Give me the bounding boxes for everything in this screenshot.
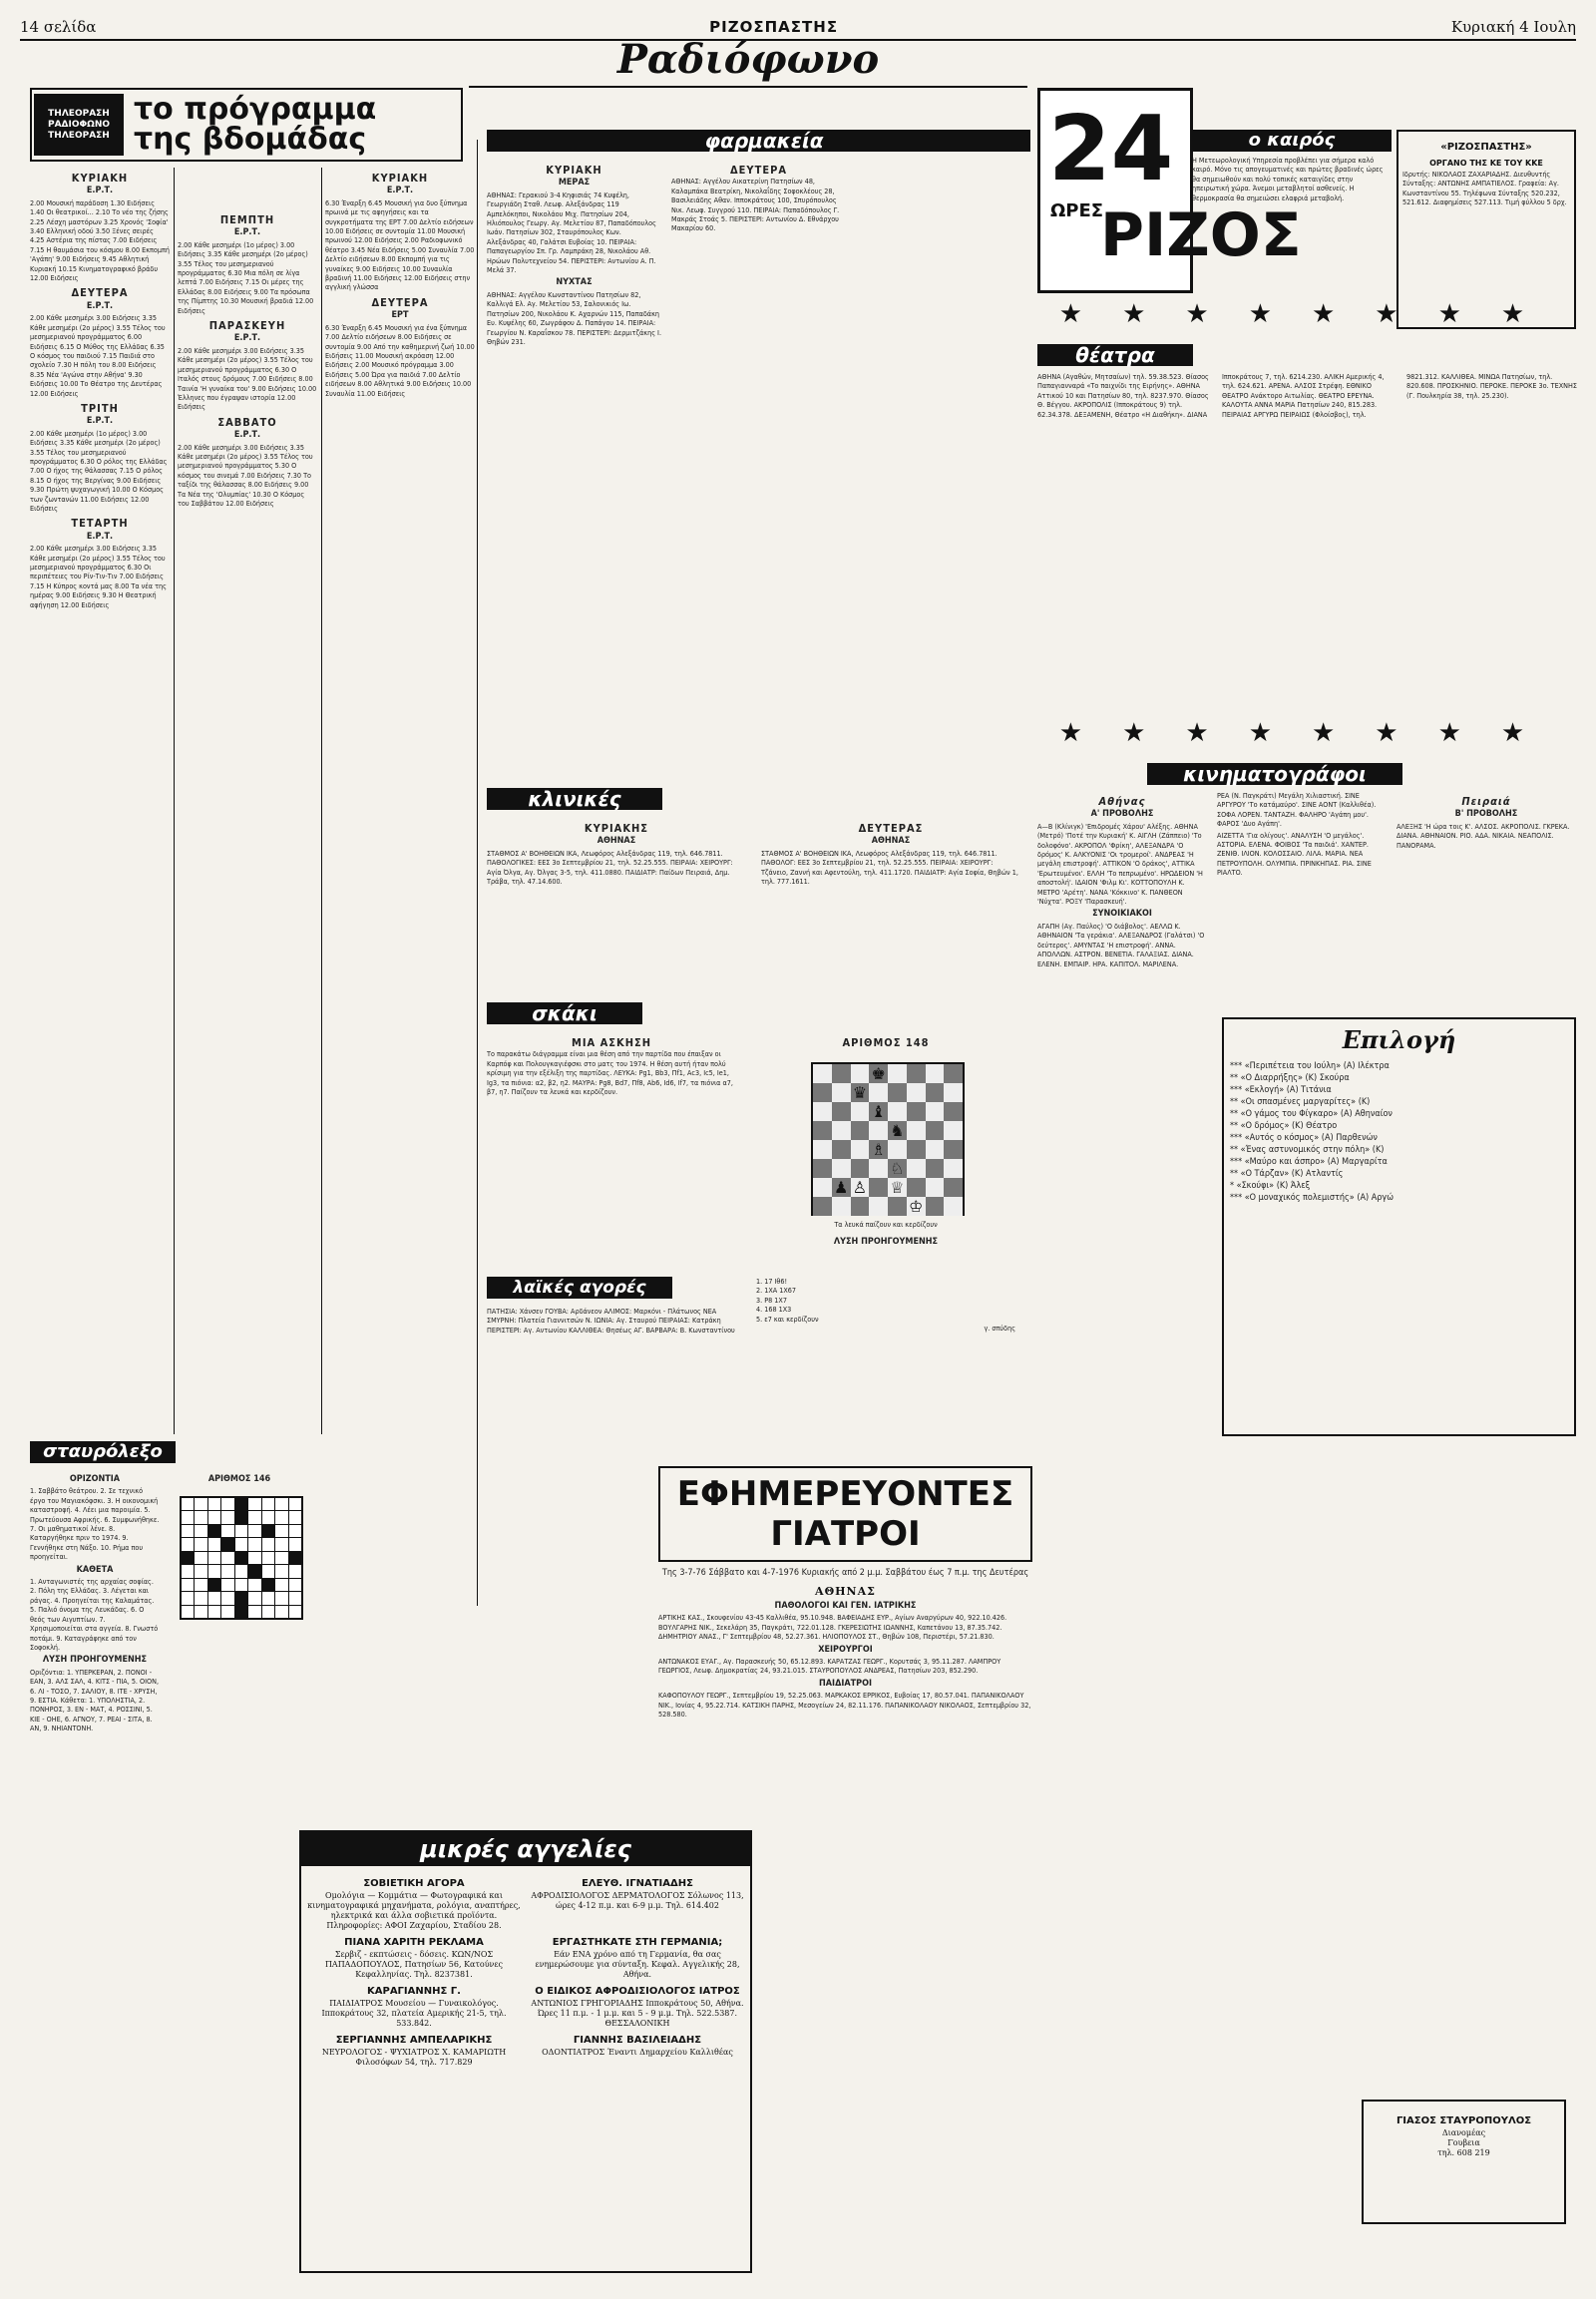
chess-square [888,1064,907,1083]
chess-square [926,1178,945,1197]
crossword-cell [208,1565,220,1577]
chess-square [851,1064,870,1083]
tv-schedule-col-1: ΚΥΡΙΑΚΗ Ε.Ρ.Τ. 2.00 Μουσική παράδοση 1.30 Ειδήσεις 1.40 Οι θεατρικοί... 2.10 Το νέο της ζήσης 2.25 Λέσχη μαστόρων 3.25 Χρονός 'Σοφία' 3.40 Ελληνική οδού 3.50 Ξένες σειρές 4.25 Αστέρια της πίστας 7.00 Ειδήσεις 7.15 Η θαυμάσια του κόσμου 8.00 Εκπομπή 'Αγάπη' 9.00 Ειδήσεις 9.45 Αθλητική Κυριακή 10.15 Κινηματογραφικό βράδυ 12.00 Ειδήσεις ΔΕΥΤΕΡΑ Ε.Ρ.Τ. 2.00 Κάθε μεσημέρι 3.00 Ειδήσεις 3.35 Κάθε μεσημέρι (2ο μέρος) 3.55 Τέλος του μεσημεριανού προγράμματος 6.00 Ειδήσεις 6.15 Ο Μύθος της Ελλάδας 6.35 Ο κόσμος του παιδιού 7.15 Παιδιά στο σχολείο 7.30 Η πόλη του 8.00 Ειδήσεις 8.35 Νέα 'Αγώνα στην Αθήνα' 9.30 Ειδήσεις 10.00 Το Θέατρο της Δευτέρας 12.00 Ειδήσεις ΤΡΙΤΗ Ε.Ρ.Τ. 2.00 Κάθε μεσημέρι (1ο μέρος) 3.00 Ειδήσεις 3.35 Κάθε μεσημέρι (2ο μέρος) 3.55 Τέλος του μεσημεριανού προγράμματος 6.30 Ο ρόλος της Ελλάδας 7.00 Ο ήχος της θάλασσας 7.15 Ο ρόλος 8.15 Ο ήχος της Βεργίνας 9.00 Ειδήσεις 9.30 Πρώτη ψυχαγωγική 10.00 Ο Κόσμος των ζωντανών 11.00 Ειδήσεις 12.00 Ειδήσεις ΤΕΤΑΡΤΗ Ε.Ρ.Τ. 2.00 Κάθε μεσημέρι 3.00 Ειδήσεις 3.35 Κάθε μεσημέρι (2ο μέρος) 3.55 Τέλος του μεσημεριανού προγράμματος 6.30 Οι περιπέτειες του Ρίν-Τιν-Τιν 7.00 Ειδήσεις 7.15 Η Κύπρος κοντά μας 8.00 Τα νέα της ημέρας 9.00 Ειδήσεις 9.30 Η Θεατρική αφήγηση 12.00 Ειδήσεις [30,172,170,609]
crossword-cell [195,1511,206,1523]
chess-square [851,1140,870,1159]
program-title-line2: της βδομάδας [134,122,367,157]
pick-item: ** «Ο Διαρρήξης» (Κ) Σκούρα [1230,1073,1350,1083]
crossword-cell [262,1538,274,1550]
chess-square [907,1102,926,1121]
chess-square [832,1064,851,1083]
picks-box [1222,1017,1576,1436]
chess-square [832,1121,851,1140]
markets-text: ΠΑΤΗΣΙΑ: Χάνσεν ΓΟΥΒΑ: Αρδάνεον ΑΛΙΜΟΣ: Μαρκόνι - Πλάτωνος ΝΕΑ ΣΜΥΡΝΗ: Πλατεία Γιαννιτσών Ν. ΙΩΝΙΑ: Αγ. Σταυρού ΠΕΙΡΑΙΑΣ: Κατράκη ΠΕΡΙΣΤΕΡΙ: Αγ. Αντωνίου ΚΑΛΛΙΘΕΑ: Θησέως ΑΓ. ΒΑΡΒΑΡΑ: Β. Κωνσταντίνου [487,1307,735,1335]
pick-item: ** «Ο δρόμος» (Κ) Θέατρο [1230,1121,1338,1131]
pharmacy-section: φαρμακεία ΚΥΡΙΑΚΗ ΜΕΡΑΣ ΑΘΗΝΑΣ: Γερακιού 3-4 Κηφισιάς 74 Κυψέλη, Γεωργιάδη Σταθ. Λεωφ. Αλεξάνδρας 119 Αμπελόκηποι, Νικολάου Μιχ. Πατησίων 204, Ηλιόπουλος Γεωργ. Αγ. Μελετίου 87, Παπαδόπουλος Ιωάν. Πατησίων 302, Σταυρόπουλος Κων. Αλεξάνδρας 40, Γαλάτσι Ευβοίας 10. ΠΕΙΡΑΙΑ: Παπαγεωργίου Σπ. Γρ. Λαμπράκη 28, Νικολάου Αθ. Ηρώων Πολυτεχνείου 54. ΠΕΡΙΣΤΕΡΙ: Αντωνίου Α. Π. Μελά 37. ΝΥΧΤΑΣ ΑΘΗΝΑΣ: Αγγέλου Κωνσταντίνου Πατησίων 82, Καλλιγά Ελ. Αγ. Μελετίου 53, Σαλονικιός Ιω. Πατησίων 200, Νικολάου Κ. Αχαρνών 115, Παπαδάκη Ευ. Κυψέλης 60, Ζωγράφου Δ. Παπάγου 14. ΠΕΙΡΑΙΑ: Γεωργίου Ν. Καραΐσκου 78. ΠΕΡΙΣΤΕΡΙ: Δερμιτζάκης Ι. Θηβών 231. ΔΕΥΤΕΡΑ ΑΘΗΝΑΣ: Αγγέλου Αικατερίνη Πατησίων 48, Καλαμπάκα Βεατρίκη, Νικολαΐδης Σοφοκλέους 28, Βασιλειάδης Αθαν. Ιπποκράτους 100, Σπυρόπουλος Νικ. Λεωφ. Συγγρού 110. ΠΕΙΡΑΙΑ: Παπαδόπουλος Γ. Μακράς Στοάς 5. ΠΕΡΙΣΤΕΡΙ: Αντωνίου Δ. Εθνάρχου Μακαρίου 60. [487,130,1030,788]
chess-square [813,1159,832,1178]
chess-square: ♚ [869,1064,888,1083]
crossword-cell [275,1606,287,1618]
chess-square [888,1083,907,1102]
crossword-cell [262,1592,274,1604]
crossword-cell [275,1538,287,1550]
crossword-cell [248,1538,260,1550]
crossword-cell [289,1538,301,1550]
clinics-title: κλινικές [487,788,662,810]
crossword-cell [262,1565,274,1577]
crossword-cell [289,1552,301,1564]
crossword-cell [248,1579,260,1591]
weather-title: ο καιρός [1192,130,1392,152]
crossword-cell [182,1606,194,1618]
crossword-cell [262,1606,274,1618]
chess-square: ♔ [907,1197,926,1216]
tv-program-title [30,88,463,162]
theatre-title: θέατρα [1037,344,1193,366]
masthead-box: «ΡΙΖΟΣΠΑΣΤΗΣ» ΟΡΓΑΝΟ ΤΗΣ ΚΕ ΤΟΥ ΚΚΕ Ιδρυτής: ΝΙΚΟΛΑΟΣ ΖΑΧΑΡΙΑΔΗΣ. Διευθυντής Σύνταξης: ΑΝΤΩΝΗΣ ΑΜΠΑΤΙΕΛΟΣ. Γραφεία: Αγ. Κωνσταντίνου 55. Τηλέφωνα Σύνταξης 520.232, 521.612. Διαφημίσεις 527.113. Τιμή φύλλου 5 δρχ. [1396,130,1576,329]
crossword-cell [248,1511,260,1523]
chess-square [851,1197,870,1216]
program-title-line1: το πρόγραμμα [134,92,377,127]
classified-item: ΕΛΕΥΘ. ΙΓΝΑΤΙΑΔΗΣ ΑΦΡΟΔΙΣΙΟΛΟΓΟΣ ΔΕΡΜΑΤΟΛΟΓΟΣ Σόλωνος 113, ώρες 4-12 π.μ. και 6-9 μ.μ. Τηλ. 614.402 [531,1878,744,1910]
crossword-cell [235,1606,247,1618]
crossword-cell [262,1552,274,1564]
chess-square [907,1140,926,1159]
picks-title: Επιλογή [1342,1025,1456,1054]
chess-square [832,1159,851,1178]
radio-schedule: ΚΥΡΙΑΚΗ Ε.Ρ.Τ. 6.30 Έναρξη 6.45 Μουσική για δυο ξύπνημα πρωινά με τις αφηγήσεις και τα συγκροτήματα της ΕΡΤ 7.00 Δελτίο ειδήσεων 10.00 Ειδήσεις σε συντομία 11.00 Μουσική πρωινού 12.00 Ειδήσεις 2.00 Ραδιοφωνικό θέατρο 3.45 Νέα Ειδήσεις 5.00 Συναυλία 7.00 Δελτίο ειδήσεων 8.00 Εκπομπή για τις γυναίκες 9.00 Ειδήσεις 10.00 Συναυλία βραδινή 11.00 Ειδήσεις 12.00 Ειδήσεις στην αγγλική γλώσσα ΔΕΥΤΕΡΑ ΕΡΤ 6.30 Έναρξη 6.45 Μουσική για ένα ξύπνημα 7.00 Δελτίο ειδήσεων 8.00 Ειδήσεις σε συντομία 9.00 Από την καθημερινή ζωή 10.00 Ειδήσεις 11.00 Μουσική ακρόαση 12.00 Ειδήσεις 2.00 Μουσικό πρόγραμμα 3.00 Ειδήσεις 5.00 Ώρα για παιδιά 7.00 Δελτίο ειδήσεων 8.00 Αθλητικά 9.00 Ειδήσεις 10.00 Συναυλία 11.00 Ειδήσεις [325,172,475,398]
chess-square: ♙ [851,1178,870,1197]
page-number: 14 σελίδα [20,18,97,36]
classified-item: ΣΕΡΓΙΑΝΝΗΣ ΑΜΠΕΛΑΡΙΚΗΣ ΝΕΥΡΟΛΟΓΟΣ - ΨΥΧΙΑΤΡΟΣ Χ. ΚΑΜΑΡΙΩΤΗ Φιλοσόφων 54, τηλ. 717.829 [321,2035,507,2067]
crossword-cell [289,1565,301,1577]
crossword-cell [208,1606,220,1618]
crossword-title: σταυρόλεξο [30,1441,176,1463]
crossword-cell [262,1498,274,1510]
classified-item: ΓΙΑΝΝΗΣ ΒΑΣΙΛΕΙΑΔΗΣ ΟΔΟΝΤΙΑΤΡΟΣ Έναντι Δημαρχείου Καλλιθέας [542,2035,733,2057]
chess-square [869,1121,888,1140]
pick-item: ** «Ο γάμος του Φίγκαρο» (Α) Αθηναίον [1230,1109,1393,1119]
crossword-cell [208,1538,220,1550]
classified-item: ΚΑΡΑΓΙΑΝΝΗΣ Γ. ΠΑΙΔΙΑΤΡΟΣ Μουσείου — Γυναικολόγος. Ιπποκράτους 32, πλατεία Αμερικής 21-5, τηλ. 533.842. [321,1986,507,2028]
crossword-cell [248,1498,260,1510]
pick-item: *** «Ο μοναχικός πολεμιστής» (Α) Αργώ [1230,1193,1395,1203]
classifieds-title: μικρές αγγελίες [301,1832,750,1866]
crossword-cell [221,1592,233,1604]
chess-square [944,1140,963,1159]
chess-square [869,1197,888,1216]
crossword-number: ΑΡΙΘΜΟΣ 146 [207,1474,271,1484]
crossword-cell [195,1538,206,1550]
crossword-cell [208,1511,220,1523]
crossword-cell [275,1565,287,1577]
crossword-cell [289,1592,301,1604]
chess-square: ♞ [888,1121,907,1140]
chess-solution: 1. 17 Ιθ6! 2. 1ΧΑ 1Χ67 3. Ρ8 1Χ7 4. 168 1Χ3 5. ε7 και κερδίζουν γ. σπύδης [756,1277,1015,1334]
crossword-cell [235,1538,247,1550]
classified-item: Ο ΕΙΔΙΚΟΣ ΑΦΡΟΔΙΣΙΟΛΟΓΟΣ ΙΑΤΡΟΣ ΑΝΤΩΝΙΟΣ ΓΡΗΓΟΡΙΑΔΗΣ Ιπποκράτους 50, Αθήνα. Ώρες 11 π.μ. - 1 μ.μ. και 5 - 9 μ.μ. Τηλ. 522.5387. ΘΕΣΣΑΛΟΝΙΚΗ [531,1986,744,2028]
crossword-cell [235,1565,247,1577]
doctors-title: ΕΦΗΜΕΡΕΥΟΝΤΕΣ ΓΙΑΤΡΟΙ [658,1466,1032,1562]
crossword-cell [195,1592,206,1604]
classified-item: ΠΙΑΝΑ ΧΑΡΙΤΗ ΡΕΚΛΑΜΑ Σερβιζ - εκπτώσεις - δόσεις. ΚΩΝ/ΝΟΣ ΠΑΠΑΔΟΠΟΥΛΟΣ, Πατησίων 56, Κατούνες Κεφαλληνίας. Τηλ. 8237381. [324,1937,504,1979]
crossword-cell [182,1565,194,1577]
pick-item: ** «Ένας αστυνομικός στην πόλη» (Κ) [1230,1145,1385,1155]
crossword-cell [248,1606,260,1618]
chess-square: ♕ [888,1178,907,1197]
pharmacy-title: φαρμακεία [487,130,1030,152]
chess-square: ♗ [869,1140,888,1159]
crossword-cell [235,1552,247,1564]
crossword-cell [221,1538,233,1550]
theatre-section: θέατρα ΑΘΗΝΑ (Αγαθών, Μητσαίων) τηλ. 59.38.523. Θίασος Παπαγιανναρά «Το παιχνίδι της Ειρήνης». ΑΘΗΝΑ Αττικού 10 και Πατησίων 80, τηλ. 8237.970. Θίασος Θ. Βέγγου. ΑΚΡΟΠΟΛΙΣ (Ιπποκράτους 9) τηλ. 62.34.378. ΔΕΞΑΜΕΝΗ, Θέατρο «Η Διαθήκη». ΔΙΑΝΑ Ιπποκράτους 7, τηλ. 6214.230. ΑΛΙΚΗ Αμερικής 4, τηλ. 624.621. ΑΡΕΝΑ. ΑΛΣΟΣ Στρέφη. ΕΘΝΙΚΟ ΘΕΑΤΡΟ Ανάκτορο Αιτωλίας. ΘΕΑΤΡΟ ΕΡΕΥΝΑ. ΚΑΛΟΥΤΑ ΑΝΝΑ ΜΑΡΙΑ Πατησίων 240, 815.283. ΠΕΙΡΑΙΑΣ ΑΡΓΥΡΩ ΠΕΙΡΑΙΩΣ (Φλοίσβος), τηλ. 9821.312. ΚΑΛΛΙΘΕΑ. ΜΙΝΩΑ Πατησίων, τηλ. 820.608. ΠΡΟΣΚΗΝΙΟ. ΠΕΡΟΚΕ. ΠΕΡΟΚΕ 3ο. ΤΕΧΝΗΣ (Γ. Πουλκηρία 38, τηλ. 25.230). [1037,344,1577,419]
crossword-cell [262,1511,274,1523]
chess-square [813,1064,832,1083]
crossword-cell [195,1579,206,1591]
crossword-cell [235,1592,247,1604]
chess-square [813,1121,832,1140]
crossword-cell [195,1552,206,1564]
cinema-section: κινηματογράφοι Αθήνας Α' ΠΡΟΒΟΛΗΣ Α—Β (Κλίνιγκ) 'Επιδρομές Χάρου' Αλέξης. ΑΘΗΝΑ (Μετρό) 'Ποτέ την Κυριακή' Κ. ΑΙΓΛΗ (Ζάππειο) 'Το δολοφόνο'. ΑΚΡΟΠΟΛ 'Φρίκη', ΑΛΕΞΑΝΔΡΑ 'Ο δρόμος' Κ. ΑΛΚΥΟΝΙΣ 'Οι τρομεροί'. ΑΝΔΡΕΑΣ 'Η μεγάλη επιστροφή'. ΑΤΤΙΚΟΝ 'Ο δράκος', ΑΤΤΙΚΑ 'Ερωτευμένοι'. ΕΛΛΗ 'Το πεπρωμένο'. ΗΡΩΔΕΙΟΝ 'Η αποστολή'. ΙΔΑΙΟΝ 'Φιλμ Κι'. ΚΟΤΤΟΠΟΥΛΗ Κ. ΜΕΤΡΟ 'Αρέτη'. ΝΑΝΑ 'Κόκκινο' Κ. ΠΑΝΘΕΟΝ 'Νύχτα'. ΡΟΞΥ 'Παρασκευή'. ΣΥΝΟΙΚΙΑΚΟΙ ΑΓΑΠΗ (Αγ. Παύλος) 'Ο διάβολος'. ΑΕΛΛΩ Κ. ΑΘΗΝΑΙΟΝ 'Τα γεράκια'. ΑΛΕΞΑΝΔΡΟΣ (Γαλάτσι) 'Ο δεύτερος'. ΑΜΥΝΤΑΣ 'Η επιστροφή'. ΑΝΝΑ. ΑΠΟΛΛΩΝ. ΑΣΤΡΟΝ. ΒΕΝΕΤΙΑ. ΓΑΛΑΞΙΑΣ. ΔΙΑΝΑ. ΕΛΕΝΗ. ΕΜΠΑΙΡ. ΗΡΑ. ΚΑΠΙΤΟΛ. ΜΑΡΙΛΕΝΑ. ΡΕΑ (Ν. Παγκράτι) Μεγάλη Χιλιαστική. ΣΙΝΕ ΑΡΓΥΡΟΥ 'Το κατάμαύρο'. ΣΙΝΕ ΑΟΝΤ (Καλλιθέα). ΣΟΦΑ ΛΟΡΕΝ. ΤΑΝΤΑΖΗ. ΦΑΛΗΡΟ 'Αγάπη μου'. ΦΑΡΟΣ 'Δυο Αγάπη'. ΑΙΖΕΤΤΑ 'Για ολίγους'. ΑΝΑΛΥΣΗ 'Ο μεγάλος'. ΑΣΤΟΡΙΑ. ΕΛΕΝΑ. ΦΟΙΒΟΣ 'Τα παιδιά'. ΧΑΝΤΕΡ. ΖΕΝΙΘ. ΙΛΙΟΝ. ΚΟΛΟΣΣΑΙΟ. ΛΙΛΑ. ΜΑΡΙΑ. ΝΕΑ ΠΕΤΡΟΥΠΟΛΗ. ΟΛΥΜΠΙΑ. ΠΡΙΝΚΗΠΑΣ. ΡΙΑ. ΣΙΝΕ ΡΙΑΛΤΟ. Πειραιά Β' ΠΡΟΒΟΛΗΣ ΑΛΕΞΗΣ 'Η ώρα τοις Κ'. ΑΛΣΟΣ. ΑΚΡΟΠΟΛΙΣ. ΓΚΡΕΚΑ. ΔΙΑΝΑ. ΑΘΗΝΑΙΟΝ. ΡΙΟ. ΑΔΑ. ΝΙΚΑΙΑ. ΝΕΑΠΟΛΙΣ. ΠΑΝΟΡΑΜΑ. [1037,763,1570,968]
classified-item: ΣΟΒΙΕΤΙΚΗ ΑΓΟΡΑ Ομολόγια — Κομμάτια — Φωτογραφικά και κινηματογραφικά μηχανήματα, ρολόγια, αναπτήρες, ηλεκτρικά και άλλα σοβιετικά προϊόντα. Πληροφορίες: ΑΦΟΙ Ζαχαρίου, Σταδίου 28. [307,1878,521,1930]
chess-caption: Τα λευκά παίζουν και κερδίζουν [834,1220,938,1229]
chess-section: σκάκι ΜΙΑ ΑΣΚΗΣΗ Το παρακάτω διάγραμμα είναι μια θέση από την παρτίδα που έπαιξαν οι Καρπόφ και Πολουγκαγιέφσκι στο ματς του 1974. Η θέση αυτή ήταν πολύ κρίσιμη για την εξέλιξη της παρτίδας. ΛΕΥΚΑ: Ρg1, Βb3, Πf1, Αc3, Ιc5, Ιe1, Ιg3, τα πιόνια: α2, β2, η2. ΜΑΥΡΑ: Ρg8, Βd7, Πf8, Αb6, Ιd6, Ιf7, τα πιόνια α7, β7, η7. Παίζουν τα λευκά και κερδίζουν. ΑΡΙΘΜΟΣ 148 ♚ ♛ ♝ ♞ ♗ ♘ ♟ ♙ ♕ ♔ Τα λευκά παίζουν και κερδίζουν ΛΥΣΗ ΠΡΟΗΓΟΥΜΕΝΗΣ [487,1002,1030,1277]
chess-square [869,1159,888,1178]
crossword-cell [195,1606,206,1618]
crossword-cell [235,1498,247,1510]
crossword-cell [248,1525,260,1537]
cinema-title: κινηματογράφοι [1147,763,1402,785]
crossword-cell [182,1498,194,1510]
chess-square [813,1102,832,1121]
crossword-cell [182,1511,194,1523]
crossword-cell [221,1525,233,1537]
crossword-cell [289,1498,301,1510]
tv-schedule-col-2: ΠΕΜΠΤΗ Ε.Ρ.Τ. 2.00 Κάθε μεσημέρι (1ο μέρος) 3.00 Ειδήσεις 3.35 Κάθε μεσημέρι (2ο μέρος) 3.55 Τέλος του μεσημεριανού προγράμματος 6.30 Μια πόλη σε λίγα λεπτά 7.00 Ειδήσεις 7.15 Οι μέρες της Ελλάδας 8.00 Ειδήσεις 9.00 Τα πρόσωπα της Πίμπτης 10.30 Μουσική βραδιά 12.00 Ειδήσεις ΠΑΡΑΣΚΕΥΗ Ε.Ρ.Τ. 2.00 Κάθε μεσημέρι 3.00 Ειδήσεις 3.35 Κάθε μεσημέρι (2ο μέρος) 3.55 Τέλος του μεσημεριανού προγράμματος 6.30 Ο Ιταλός στους δρόμους 7.00 Ειδήσεις 8.00 Ταινία 'Η γυναίκα του' 9.00 Ειδήσεις 10.00 Έλληνες που έγραψαν ιστορία 12.00 Ειδήσεις ΣΑΒΒΑΤΟ Ε.Ρ.Τ. 2.00 Κάθε μεσημέρι 3.00 Ειδήσεις 3.35 Κάθε μεσημέρι (2ο μέρος) 3.55 Τέλος του μεσημεριανού προγράμματος 5.30 Ο κόσμος του σινεμά 7.00 Ειδήσεις 7.30 Το ταξίδι της θάλασσας 8.00 Ειδήσεις 9.00 Τα Νέα της 'Ολυμπίας' 10.30 Ο Κόσμος του Σαββάτου 12.00 Ειδήσεις [178,213,317,508]
pick-item: *** «Εκλογή» (Α) Τιτάνια [1230,1085,1332,1095]
crossword-cell [248,1592,260,1604]
chess-square: ♝ [869,1102,888,1121]
crossword-cell [195,1498,206,1510]
pick-item: ** «Ο Τάρζαν» (Κ) Ατλαντίς [1230,1169,1344,1179]
chess-square [944,1121,963,1140]
crossword-cell [182,1592,194,1604]
crossword-cell [195,1525,206,1537]
crossword-cell [289,1511,301,1523]
crossword-cell [275,1592,287,1604]
crossword-cell [208,1579,220,1591]
chess-square [926,1197,945,1216]
crossword-cell [182,1538,194,1550]
pick-item: *** «Μαύρο και άσπρο» (Α) Μαργαρίτα [1230,1157,1388,1167]
crossword-cell [289,1525,301,1537]
crossword-cell [182,1552,194,1564]
crossword-cell [208,1498,220,1510]
chess-square: ♟ [832,1178,851,1197]
chess-square [832,1140,851,1159]
crossword-cell [208,1592,220,1604]
chess-square [926,1102,945,1121]
pick-item: *** «Περιπέτεια του Ιούλη» (Α) Ιλέκτρα [1230,1061,1390,1071]
chess-square [851,1121,870,1140]
chess-square [944,1064,963,1083]
pick-item: ** «Οι σπασμένες μαργαρίτες» (Κ) [1230,1097,1371,1107]
crossword-cell [248,1552,260,1564]
crossword-cell [221,1579,233,1591]
crossword-cell [262,1579,274,1591]
chess-square [888,1197,907,1216]
chess-square [869,1178,888,1197]
pick-item: *** «Αυτός ο κόσμος» (Α) Παρθενών [1230,1133,1378,1143]
crossword-cell [275,1552,287,1564]
chess-square: ♘ [888,1159,907,1178]
crossword-cell [221,1565,233,1577]
chess-square [888,1140,907,1159]
chess-square [813,1140,832,1159]
crossword-cell [235,1579,247,1591]
crossword-cell [235,1511,247,1523]
picks-list [1230,1060,1568,1204]
chess-square [926,1083,945,1102]
crossword-cell [182,1525,194,1537]
bottom-ad: ΓΙΑΣΟΣ ΣΤΑΥΡΟΠΟΥΛΟΣ Διανομέας Γουβεια τηλ. 608 219 [1362,2100,1566,2224]
chess-square [851,1102,870,1121]
crossword-cell [235,1525,247,1537]
crossword-cell [275,1498,287,1510]
crossword-cell [221,1606,233,1618]
chess-square [907,1083,926,1102]
chess-square [944,1197,963,1216]
crossword-cell [208,1525,220,1537]
markets-title: λαϊκές αγορές [487,1277,672,1299]
crossword-cell [289,1579,301,1591]
chess-square [832,1197,851,1216]
crossword-cell [262,1525,274,1537]
chess-square: ♛ [851,1083,870,1102]
chess-square [926,1121,945,1140]
crossword-cell [289,1606,301,1618]
chess-square [944,1102,963,1121]
crossword-cell [275,1511,287,1523]
chess-square [832,1102,851,1121]
issue-date: Κυριακή 4 Ιουλη [1450,18,1576,36]
weather-section: ο καιρός Η Μετεωρολογική Υπηρεσία προβλέπει για σήμερα καλό καιρό. Μόνο τις απογευματινές και πρώτες βραδινές ώρες θα σημειωθούν και πολύ τοπικές καταιγίδες στην ηπειρωτική χώρα. Άνεμοι μεταβλητοί ασθενείς. Η θερμοκρασία θα σημειώσει ελαφριά μεταβολή. [1192,130,1392,369]
pick-item: * «Σκούφι» (Κ) Άλεξ [1230,1181,1311,1191]
chess-square [832,1083,851,1102]
chess-square [813,1197,832,1216]
clinics-section: κλινικές ΚΥΡΙΑΚΗΣ ΑΘΗΝΑΣ ΣΤΑΘΜΟΣ Α' ΒΟΗΘΕΙΩΝ ΙΚΑ, Λεωφόρος Αλεξάνδρας 119, τηλ. 646.7811. ΠΑΘΟΛΟΓΙΚΕΣ: ΕΕΣ 3ο Σεπτεμβρίου 21, τηλ. 52.25.555. ΠΕΙΡΑΙΑ: ΧΕΙΡΟΥΡΓ: Αγία Όλγα, Αγ. Όλγας 3-5, τηλ. 411.0880. ΠΑΙΔΙΑΤΡ: Παίδων Πειραιά, Δημ. Τράβα, τηλ. 47.14.600. ΔΕΥΤΕΡΑΣ ΑΘΗΝΑΣ ΣΤΑΘΜΟΣ Α' ΒΟΗΘΕΙΩΝ ΙΚΑ, Λεωφόρος Αλεξάνδρας 119, τηλ. 646.7811. ΠΑΘΟΛΟΓ: ΕΕΣ 3ο Σεπτεμβρίου 21, τηλ. 52.25.555. ΠΕΙΡΑΙΑ: ΧΕΙΡΟΥΡΓ: Τζάνειο, Ζαννή και Αφεντούλη, τηλ. 411.1720. ΠΑΙΔΙΑΤΡ: Αγία Σοφία, Θηβών 1, τηλ. 777.1611. [487,788,1018,887]
chess-square [944,1159,963,1178]
crossword-cell [195,1565,206,1577]
classified-item: ΕΡΓΑΣΤΗΚΑΤΕ ΣΤΗ ΓΕΡΜΑΝΙΑ; Εάν ΕΝΑ χρόνο από τη Γερμανία, θα σας ενημερώσουμε για σύνταξη. Κεφαλ. Αγγελικής 28, Αθήνα. [535,1937,740,1979]
chess-square [851,1159,870,1178]
tv-logo: ΤΗΛΕΟΡΑΣΗ ΡΑΔΙΟΦΩΝΟ ΤΗΛΕΟΡΑΣΗ [34,94,124,156]
chess-square [944,1178,963,1197]
crossword-cell [221,1552,233,1564]
crossword-cell [275,1579,287,1591]
crossword-cell [248,1565,260,1577]
crossword-cell [182,1579,194,1591]
crossword-grid [180,1496,303,1620]
crossword-cell [221,1511,233,1523]
crossword-section: σταυρόλεξο ΟΡΙΖΟΝΤΙΑ 1. Σαββάτο θεάτρου. 2. Σε τεχνικό έργο του Μαγιακόφσκι. 3. Η οικονομική καταστροφή. 4. Λέει μια παροιμία. 5. Πρωτεύουσα Αφρικής. 6. Συμφωνήθηκε. 7. Οι μαθηματικοί λένε. 8. Καταργήθηκε πριν το 1974. 9. Γεννήθηκε στη Νάξο. 10. Ρήμα που προηγείται. ΚΑΘΕΤΑ 1. Ανταγωνιστές της αρχαίας σοφίας. 2. Πόλη της Ελλάδας. 3. Λέγεται και ράγας. 4. Προηγείται της Καλαμάτας. 5. Παλιό όνομα της Λευκάδας. 6. Ο θεός των Αιγυπτίων. 7. Χρησιμοποιείται στα αγγεία. 8. Γνωστό ποτάμι. 9. Καταγράφηκε από τον Σοφοκλή. ΛΥΣΗ ΠΡΟΗΓΟΥΜΕΝΗΣ Οριζόντια: 1. ΥΠΕΡΚΕΡΑΝ, 2. ΠΟΝΟΙ - ΕΑΝ, 3. ΑΛΣ ΣΑΛ, 4. ΚΙΤΣ - ΠΙΑ, 5. ΟΙΟΝ, 6. ΛΙ - ΤΟΣΟ, 7. ΣΑΛΙΟΥ, 8. ΙΤΕ - ΧΡΥΣΗ, 9. ΕΣΤΙΑ. Κάθετα: 1. ΥΠΟΛΗΣΤΙΑ, 2. ΠΟΝΗΡΟΣ, 3. ΕΝ - ΜΑΤ, 4. ΡΟΣΣΙΝΙ, 5. ΚΙΕ - ΟΗΕ, 6. ΑΓΝΟΥ, 7. ΡΕΑΙ - ΣΙΤΑ, 8. ΑΝ, 9. ΝΗΙΑΝΤΟΝΗ. ΑΡΙΘΜΟΣ 146 [30,1441,319,2259]
section-title: Ραδιόφωνο [469,36,1027,88]
chess-square [926,1140,945,1159]
chess-square [869,1083,888,1102]
crossword-cell [221,1498,233,1510]
chess-square [907,1159,926,1178]
chess-square [813,1178,832,1197]
crossword-cell [208,1552,220,1564]
chess-square [888,1102,907,1121]
newspaper-name: ΡΙΖΟΣΠΑΣΤΗΣ [709,18,839,36]
markets-row [487,1277,1030,1461]
chess-board [811,1062,965,1216]
chess-square [926,1159,945,1178]
chess-square [926,1064,945,1083]
chess-square [907,1064,926,1083]
chess-square [944,1083,963,1102]
chess-square [813,1083,832,1102]
stars-row: ★★★★★★★★ [1058,299,1565,329]
crossword-cell [275,1525,287,1537]
chess-title: σκάκι [487,1002,642,1024]
chess-square [907,1178,926,1197]
doctors-section: ΕΦΗΜΕΡΕΥΟΝΤΕΣ ΓΙΑΤΡΟΙ Της 3-7-76 Σάββατο και 4-7-1976 Κυριακής από 2 μ.μ. Σαββάτου έως 7 π.μ. της Δευτέρας ΑΘΗΝΑΣ ΠΑΘΟΛΟΓΟΙ ΚΑΙ ΓΕΝ. ΙΑΤΡΙΚΗΣ ΑΡΤΙΚΗΣ ΚΑΣ., Σκουφενίου 43-45 Καλλιθέα, 95.10.948. ΒΑΦΕΙΑΔΗΣ ΕΥΡ., Αγίων Αναργύρων 40, 922.10.426. ΒΟΥΛΓΑΡΗΣ ΝΙΚ., Σεκελάρη 35, Παγκράτι, 722.01.128. ΓΚΕΡΕΣΙΩΤΗΣ ΙΩΑΝΝΗΣ, Καπετάνου 13, 87.35.742. ΔΗΜΗΤΡΙΟΥ ΑΝΑΣ., Γ' Σεπτεμβρίου 48, 52.27.361. ΗΛΙΟΠΟΥΛΟΣ ΣΤ., Θηβών 108, Περιστέρι, 57.21.830. ΧΕΙΡΟΥΡΓΟΙ ΑΝΤΩΝΑΚΟΣ ΕΥΑΓ., Αγ. Παρασκευής 50, 65.12.893. ΚΑΡΑΤΖΑΣ ΓΕΩΡΓ., Κορυτσάς 3, 95.11.287. ΛΑΜΠΡΟΥ ΓΕΩΡΓΙΟΣ, Λεωφ. Δημοκρατίας 24, 93.21.015. ΣΤΑΥΡΟΠΟΥΛΟΣ ΑΝΔΡΕΑΣ, Πατησίων 203, 852.290. ΠΑΙΔΙΑΤΡΟΙ ΚΑΦΟΠΟΥΛΟΥ ΓΕΩΡΓ., Σεπτεμβρίου 19, 52.25.063. ΜΑΡΚΑΚΟΣ ΕΡΡΙΚΟΣ, Ευβοίας 17, 80.57.041. ΠΑΠΑΝΙΚΟΛΑΟΥ ΝΙΚ., Ιονίας 4, 95.22.714. ΚΑΤΣΙΚΗ ΠΑΡΗΣ, Μεσογείων 24, 82.11.176. ΠΑΠΑΝΙΚΟΛΑΟΥ ΝΙΚΟΛΑΟΣ, Σεπτεμβρίου 32, 528.580. [658,1466,1032,2264]
chess-square [907,1121,926,1140]
24-hours-logo: 24 ΩΡΕΣ ΡΙΖΟΣ [1037,88,1193,293]
